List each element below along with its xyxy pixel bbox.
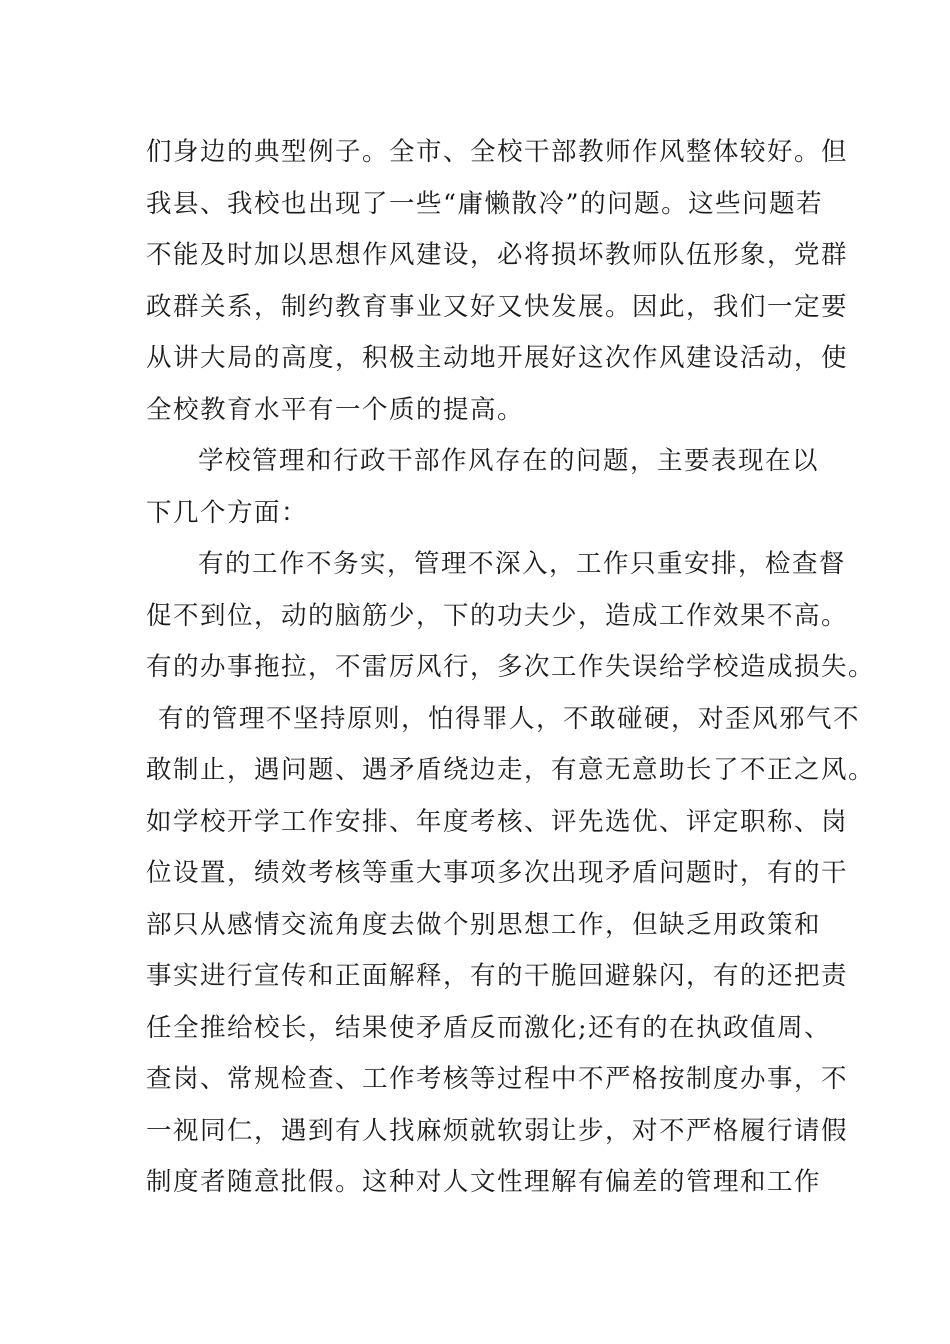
text-line: 部只从感情交流角度去做个别思想工作，但缺乏用政策和 bbox=[146, 909, 822, 940]
text-line: 一视同仁，遇到有人找麻烦就软弱让步，对不严格履行请假 bbox=[146, 1115, 849, 1146]
body-text bbox=[146, 127, 876, 1209]
text-line: 查岗、常规检查、工作考核等过程中不严格按制度办事，不 bbox=[146, 1064, 849, 1094]
text-line: 有的管理不坚持原则，怕得罪人，不敢碰硬，对歪风邪气不 bbox=[158, 703, 861, 734]
text-line: 如学校开学工作安排、年度考核、评先选优、评定职称、岗 bbox=[146, 806, 849, 837]
text-line: 促不到位，动的脑筋少，下的功夫少，造成工作效果不高。 bbox=[146, 600, 849, 631]
text-line: 从讲大局的高度，积极主动地开展好这次作风建设活动，使 bbox=[146, 343, 849, 373]
text-line: 政群关系，制约教育事业又好又快发展。因此，我们一定要 bbox=[146, 291, 849, 322]
text-line: 们身边的典型例子。全市、全校干部教师作风整体较好。但 bbox=[146, 137, 849, 167]
text-line: 位设置，绩效考核等重大事项多次出现矛盾问题时，有的干 bbox=[146, 858, 849, 888]
text-line: 事实进行宣传和正面解释，有的干脆回避躲闪，有的还把责 bbox=[146, 961, 849, 991]
paragraph-start-line: 学校管理和行政干部作风存在的问题，主要表现在以 bbox=[198, 446, 820, 476]
text-line: 全校教育水平有一个质的提高。 bbox=[146, 394, 525, 425]
text-line: 敢制止，遇问题、遇矛盾绕边走，有意无意助长了不正之风。 bbox=[146, 755, 876, 785]
text-line: 下几个方面： bbox=[146, 497, 309, 528]
text-line: 有的办事拖拉，不雷厉风行，多次工作失误给学校造成损失。 bbox=[146, 652, 876, 682]
text-line: 我县、我校也出现了一些“庸懒散冷”的问题。这些问题若 bbox=[146, 188, 824, 219]
text-line: 制度者随意批假。这种对人文性理解有偏差的管理和工作 bbox=[146, 1167, 822, 1197]
text-line: 不能及时加以思想作风建设，必将损坏教师队伍形象，党群 bbox=[146, 240, 849, 270]
paragraph-start-line: 有的工作不务实，管理不深入，工作只重安排，检查督 bbox=[198, 549, 847, 579]
text-line: 任全推给校长，结果使矛盾反而激化;还有的在执政值周、 bbox=[146, 1012, 832, 1043]
